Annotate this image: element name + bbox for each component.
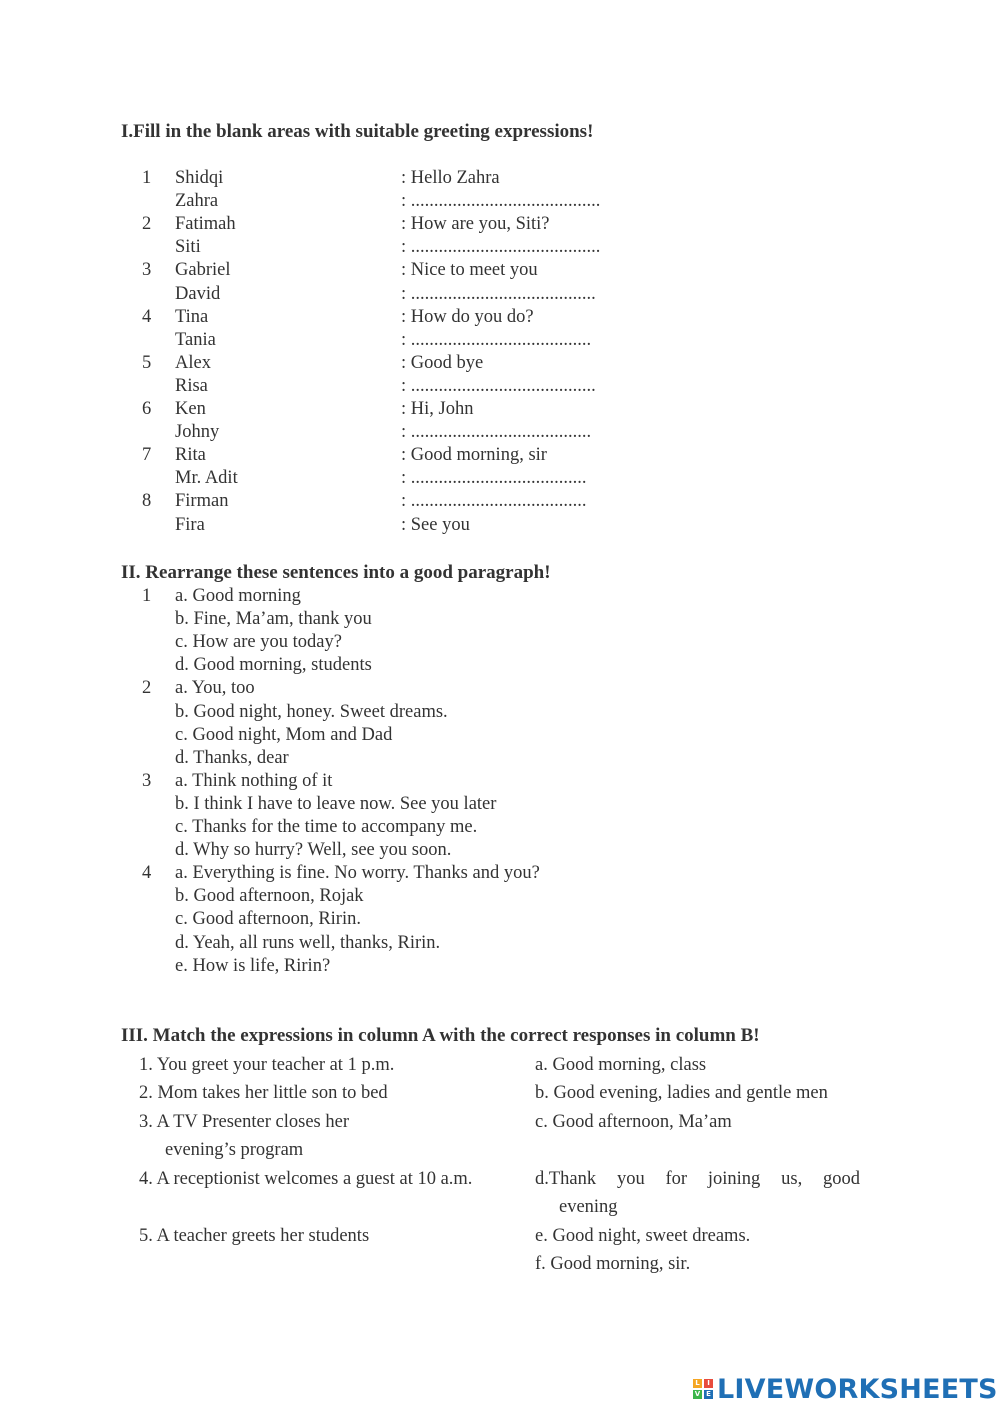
logo-text: LIVEWORKSHEETS: [717, 1373, 998, 1405]
speaker-name: Firman: [175, 491, 229, 512]
dialogue-line: : ........................................: [401, 283, 596, 304]
section-1-title: I.Fill in the blank areas with suitable greeting expressions!: [121, 121, 594, 142]
item-number: 1: [142, 168, 152, 188]
dialogue-line: : Good bye: [401, 352, 484, 373]
sentence-option: b. I think I have to leave now. See you later: [175, 793, 497, 814]
speaker-name: Johny: [175, 422, 220, 443]
dialogue-line: : Nice to meet you: [401, 260, 538, 281]
column-a-item: 1. You greet your teacher at 1 p.m.: [139, 1055, 395, 1075]
item-number: 2: [142, 678, 152, 699]
column-b-item: d.Thank you for joining us, good: [535, 1169, 860, 1189]
dialogue-line: : How do you do?: [401, 306, 534, 327]
dialogue-line: : Hi, John: [401, 399, 474, 419]
dialogue-line: : How are you, Siti?: [401, 214, 550, 235]
dialogue-line: : ......................................: [401, 468, 587, 489]
column-a-item: 2. Mom takes her little son to bed: [139, 1083, 388, 1103]
logo-square: V: [694, 1390, 701, 1398]
sentence-option: c. Good afternoon, Ririn.: [175, 909, 361, 930]
speaker-name: Ken: [175, 399, 206, 419]
column-b-item: b. Good evening, ladies and gentle men: [535, 1083, 828, 1103]
speaker-name: Mr. Adit: [175, 468, 238, 489]
column-a-item: 4. A receptionist welcomes a guest at 10 a.m.: [139, 1169, 473, 1189]
column-a-item: 5. A teacher greets her students: [139, 1226, 370, 1246]
dialogue-line: : Good morning, sir: [401, 445, 547, 466]
logo-square: E: [704, 1390, 713, 1399]
logo-square: L: [693, 1379, 702, 1388]
item-number: 2: [142, 214, 152, 235]
item-number: 3: [142, 770, 152, 791]
sentence-option: b. Good afternoon, Rojak: [175, 886, 364, 907]
dialogue-line: : Hello Zahra: [401, 168, 500, 188]
dialogue-line: : .......................................: [401, 329, 592, 350]
speaker-name: Shidqi: [175, 168, 224, 188]
sentence-option: a. You, too: [175, 678, 255, 699]
speaker-name: Risa: [175, 375, 208, 396]
speaker-name: Tania: [175, 329, 216, 350]
speaker-name: Gabriel: [175, 260, 231, 281]
dialogue-line: : ......................................: [401, 491, 587, 512]
item-number: 1: [142, 586, 152, 606]
liveworksheets-logo: [693, 1374, 998, 1404]
column-a-item: evening’s program: [165, 1140, 304, 1160]
sentence-option: a. Think nothing of it: [175, 770, 333, 791]
sentence-option: e. How is life, Ririn?: [175, 955, 331, 976]
column-b-item: f. Good morning, sir.: [535, 1254, 691, 1274]
speaker-name: Fatimah: [175, 214, 236, 235]
item-number: 7: [142, 445, 152, 466]
column-b-item: e. Good night, sweet dreams.: [535, 1226, 751, 1246]
logo-square: I: [704, 1379, 713, 1388]
dialogue-line: : .......................................: [401, 422, 592, 443]
item-number: 4: [142, 306, 152, 327]
sentence-option: d. Good morning, students: [175, 655, 372, 676]
dialogue-line: : See you: [401, 514, 470, 535]
speaker-name: Zahra: [175, 191, 219, 212]
item-number: 3: [142, 260, 152, 281]
sentence-option: a. Good morning: [175, 586, 301, 606]
sentence-option: b. Good night, honey. Sweet dreams.: [175, 701, 448, 722]
sentence-option: a. Everything is fine. No worry. Thanks and you?: [175, 863, 540, 884]
speaker-name: Tina: [175, 306, 209, 327]
column-b-item: c. Good afternoon, Ma’am: [535, 1112, 732, 1132]
speaker-name: Alex: [175, 352, 211, 373]
dialogue-line: : .........................................: [401, 237, 601, 258]
item-number: 8: [142, 491, 152, 512]
sentence-option: c. Good night, Mom and Dad: [175, 724, 393, 745]
sentence-option: b. Fine, Ma’am, thank you: [175, 609, 372, 630]
speaker-name: David: [175, 283, 221, 304]
item-number: 6: [142, 399, 152, 419]
speaker-name: Siti: [175, 237, 201, 258]
logo-squares-icon: [693, 1379, 713, 1399]
dialogue-line: : ........................................: [401, 375, 596, 396]
sentence-option: d. Why so hurry? Well, see you soon.: [175, 840, 452, 861]
sentence-option: d. Yeah, all runs well, thanks, Ririn.: [175, 932, 441, 953]
dialogue-line: : .........................................: [401, 191, 601, 212]
column-b-item: evening: [559, 1197, 618, 1217]
section-3-title: III. Match the expressions in column A with the correct responses in column B!: [121, 1025, 760, 1046]
speaker-name: Fira: [175, 514, 205, 535]
item-number: 5: [142, 352, 152, 373]
section-2-title: II. Rearrange these sentences into a good paragraph!: [121, 562, 551, 583]
sentence-option: c. How are you today?: [175, 632, 342, 653]
speaker-name: Rita: [175, 445, 206, 466]
item-number: 4: [142, 863, 152, 884]
column-a-item: 3. A TV Presenter closes her: [139, 1112, 349, 1132]
sentence-option: c. Thanks for the time to accompany me.: [175, 817, 478, 837]
sentence-option: d. Thanks, dear: [175, 747, 289, 768]
column-b-item: a. Good morning, class: [535, 1055, 707, 1075]
